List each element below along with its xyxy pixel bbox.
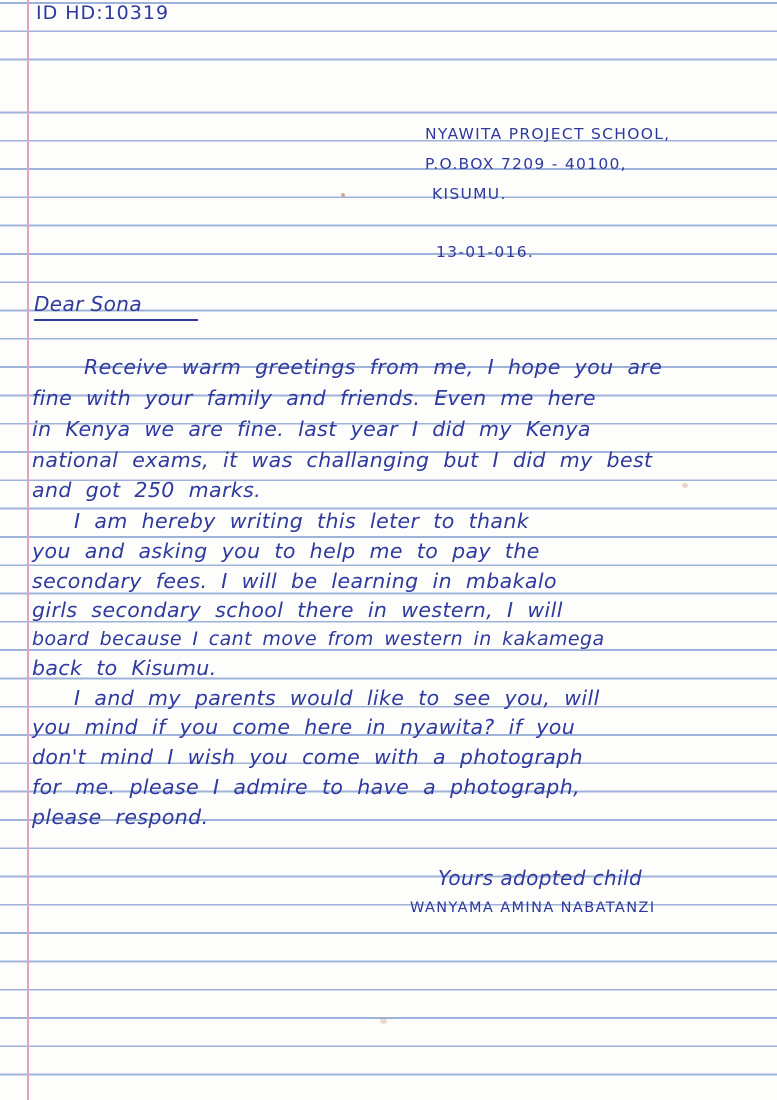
letter-greeting: Dear Sona [34, 292, 143, 316]
body-line: you and asking you to help me to pay the [32, 539, 540, 563]
body-line: fine with your family and friends. Even me here [32, 386, 596, 410]
body-line: back to Kisumu. [32, 656, 217, 680]
child-id-label: ID HD:10319 [36, 2, 170, 24]
body-line: for me. please I admire to have a photograph, [32, 775, 581, 799]
body-line: don't mind I wish you come with a photograph [32, 745, 584, 769]
greeting-underline [34, 319, 198, 321]
body-line: Receive warm greetings from me, I hope you are [84, 355, 663, 379]
letter-date: 13-01-016. [436, 243, 535, 261]
paper-speck [380, 1018, 387, 1024]
letter-closing: Yours adopted child [438, 866, 643, 890]
address-line-po-box: P.O.BOX 7209 - 40100, [425, 155, 627, 173]
body-line: please respond. [32, 805, 209, 829]
page-margin-line [27, 0, 29, 1100]
body-line: secondary fees. I will be learning in mbakalo [32, 569, 557, 593]
body-line: national exams, it was challanging but I did my best [32, 448, 653, 472]
paper-speck [341, 193, 345, 197]
body-line: girls secondary school there in western, I will [32, 598, 563, 622]
body-line: and got 250 marks. [32, 478, 262, 502]
body-line: I and my parents would like to see you, will [74, 686, 600, 710]
letter-signature: WANYAMA AMINA NABATANZI [410, 900, 656, 916]
address-line-city: KISUMU. [432, 185, 507, 203]
paper-speck [682, 483, 688, 488]
address-line-school: NYAWITA PROJECT SCHOOL, [425, 125, 671, 143]
body-line: board because I cant move from western in kakamega [32, 628, 605, 650]
body-line: I am hereby writing this leter to thank [74, 509, 530, 533]
body-line: in Kenya we are fine. last year I did my Kenya [32, 417, 591, 441]
body-line: you mind if you come here in nyawita? if you [32, 715, 576, 739]
